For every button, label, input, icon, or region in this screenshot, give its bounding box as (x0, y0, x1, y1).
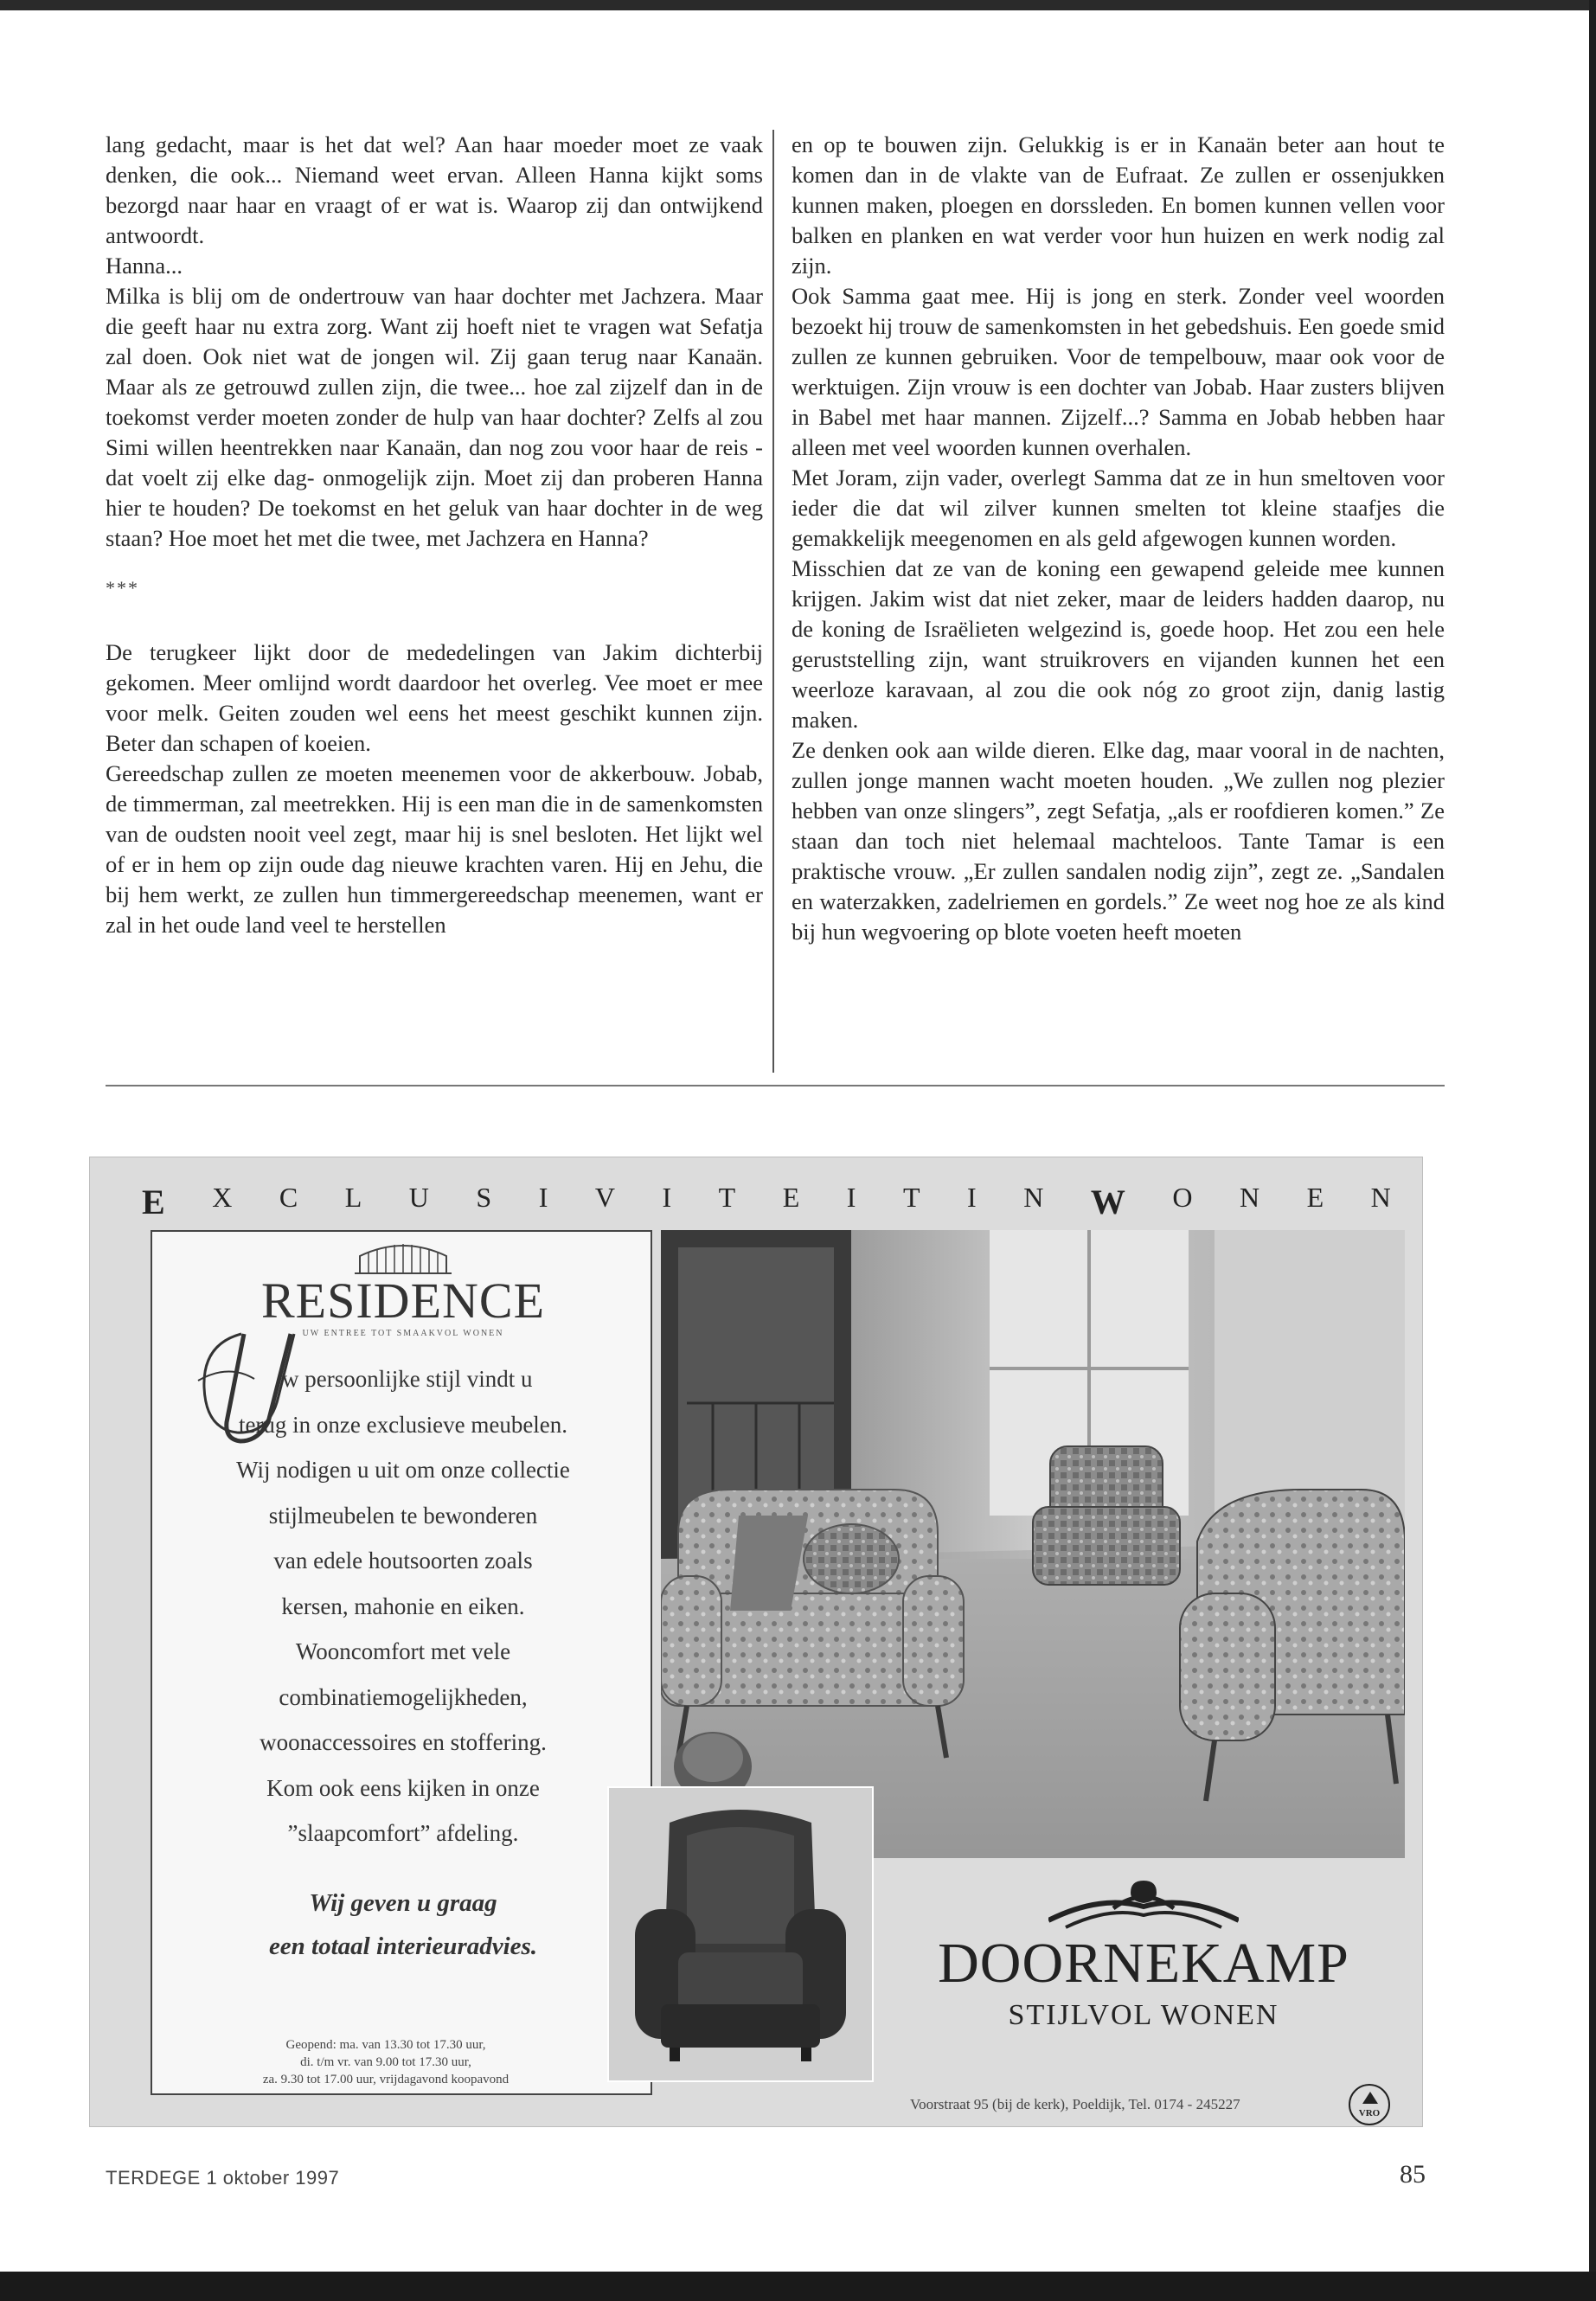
ad-headline (90, 1182, 1422, 1225)
living-room-photo (661, 1230, 1405, 1858)
page-top-border (0, 0, 1596, 10)
doornekamp-name: DOORNEKAMP (938, 1932, 1349, 1995)
headline-letter: E (1306, 1182, 1324, 1213)
headline-letter: N (1023, 1182, 1044, 1213)
paragraph: lang gedacht, maar is het dat wel? Aan haar moeder moet ze vaak denken, die ook... Niemand weet ervan. Alleen Hanna kijkt soms bezorgd naar haar en vraagt of er wat is. Waarop zij dan ontwijkend antwoordt. (106, 131, 763, 248)
publication-footer: TERDEGE 1 oktober 1997 (106, 2167, 340, 2189)
headline-letter: O (1172, 1182, 1193, 1213)
ad-body-line: w persoonlijke stijl vindt u (282, 1366, 533, 1392)
headline-letter: I (662, 1182, 672, 1213)
residence-tagline: UW ENTREE TOT SMAAKVOL WONEN (302, 1329, 504, 1338)
column-divider (772, 130, 774, 1073)
headline-letter: T (902, 1182, 920, 1213)
headline-letter: I (967, 1182, 977, 1213)
leather-chair-image (609, 1788, 872, 2080)
paragraph: Gereedschap zullen ze moeten meenemen voor de akkerbouw. Jobab, de timmerman, zal meetrekken. Hij is een man die in de samenkomsten van de oudsten nooit veel zegt, maar hij is snel besloten. Het lijkt wel of er in hem op zijn oude dag nieuwe krachten varen. Hij en Jehu, die bij hem werkt, ze zullen hun timmergereedschap meenemen, want er zal in het oude land veel te herstellen (106, 760, 763, 938)
headline-letter: L (344, 1182, 362, 1213)
ad-body-line: Kom ook eens kijken in onze (266, 1775, 540, 1801)
headline-letter: C (279, 1182, 298, 1213)
paragraph: Ze denken ook aan wilde dieren. Elke dag, maar vooral in de nachten, zullen jonge mannen wacht moeten houden. „We zullen nog plezier hebben van onze slingers”, zegt Sefatja, „als er roofdieren komen.” Ze staan dan toch niet helemaal machteloos. Tante Tamar is een praktische vrouw. „Er zullen sandalen nodig zijn”, zegt ze. „Sandalen en waterzakken, zadelriemen en gordels.” Ze weet nog hoe ze als kind bij hun wegvoering op blote voeten heeft moeten (792, 737, 1445, 945)
doornekamp-subtitle: STIJLVOL WONEN (1008, 1999, 1279, 2031)
advertisement (89, 1157, 1423, 2127)
headline-letter: I (846, 1182, 856, 1213)
headline-letter: S (476, 1182, 492, 1213)
crown-icon (1048, 1877, 1239, 1929)
doornekamp-logo (901, 1877, 1386, 2032)
page-right-border (1589, 0, 1596, 2301)
page-number: 85 (1400, 2160, 1426, 2189)
paragraph: Hanna... (106, 253, 183, 279)
ad-body-line: woonaccessoires en stoffering. (260, 1729, 547, 1755)
article-right-column (792, 130, 1445, 947)
ad-emphasis-line: een totaal interieuradvies. (268, 1932, 538, 1960)
paragraph: en op te bouwen zijn. Gelukkig is er in Kanaän beter aan hout te komen dan in de vlakte van de Eufraat. Ze zullen er ossenjukken kunnen maken, ploegen en dorssleden. En bomen kunnen vellen voor balken en planken en wat verder voor hun huizen en werk nodig zal zijn. (792, 131, 1445, 279)
living-room-image (661, 1230, 1405, 1858)
article-left-column (106, 130, 763, 940)
headline-letter: I (538, 1182, 548, 1213)
headline-letter: N (1239, 1182, 1260, 1213)
ad-body-line: ”slaapcomfort” afdeling. (287, 1820, 519, 1846)
vro-badge: VRO (1349, 2084, 1390, 2125)
ad-body-line: van edele houtsoorten zoals (273, 1548, 533, 1574)
section-separator: *** (106, 577, 139, 599)
headline-letter: W (1090, 1183, 1125, 1221)
ad-body-line: terug in onze exclusieve meubelen. (238, 1412, 568, 1438)
paragraph: Met Joram, zijn vader, overlegt Samma dat ze in hun smeltoven voor ieder die dat wil zilver kunnen smelten tot kleine staafjes die gemakkelijk meegenomen en als geld afgewogen kunnen worden. (792, 465, 1445, 551)
hours-line: Geopend: ma. van 13.30 tot 17.30 uur, (285, 2038, 486, 2052)
headline-letter: E (782, 1182, 800, 1213)
doornekamp-address: Voorstraat 95 (bij de kerk), Poeldijk, Tel. 0174 - 245227 (910, 2096, 1240, 2112)
paragraph: Misschien dat ze van de koning een gewapend geleide mee kunnen krijgen. Jakim wist dat niet zeker, maar de leiders hadden daarop, nu de koning de Israëlieten welgezind is, goede hoop. Het zou een hele geruststelling zijn, want struikrovers en vijanden kunnen het een weerloze karavaan, al zou die ook nóg zo groot zijn, danig lastig maken. (792, 555, 1445, 733)
paragraph: De terugkeer lijkt door de mededelingen van Jakim dichterbij gekomen. Meer omlijnd wordt daardoor het overleg. Vee moet er mee voor melk. Geiten zouden wel eens het meest geschikt kunnen zijn. Beter dan schapen of koeien. (106, 639, 763, 756)
hours-line: di. t/m vr. van 9.00 tot 17.30 uur, (300, 2055, 471, 2069)
headline-letter: T (718, 1182, 736, 1213)
leather-chair-photo (607, 1786, 874, 2082)
ad-body-line: stijlmeubelen te bewonderen (268, 1503, 538, 1529)
page-bottom-border (0, 2272, 1596, 2301)
hours-line: za. 9.30 tot 17.00 uur, vrijdagavond koopavond (262, 2073, 510, 2086)
residence-name: RESIDENCE (261, 1272, 545, 1329)
headline-letter: X (212, 1182, 233, 1213)
ad-body-line: combinatiemogelijkheden, (279, 1684, 528, 1710)
headline-letter: V (594, 1182, 615, 1213)
headline-letter: U (408, 1182, 429, 1213)
ad-body-line: Wij nodigen u uit om onze collectie (236, 1457, 570, 1483)
ad-body-line: kersen, mahonie en eiken. (281, 1593, 525, 1619)
ad-text-panel (151, 1230, 652, 2095)
residence-logo (230, 1240, 576, 1336)
headline-letter: E (142, 1183, 165, 1221)
ad-emphasis-line: Wij geven u graag (309, 1889, 497, 1917)
paragraph: Ook Samma gaat mee. Hij is jong en sterk. Zonder veel woorden bezoekt hij trouw de samenkomsten in het gebedshuis. Een goede smid zullen ze kunnen gebruiken. Voor de tempelbouw, maar ook voor de werktuigen. Zijn vrouw is een dochter van Jobab. Haar zusters blijven in Babel met haar mannen. Zijzelf...? Samma en Jobab hebben haar alleen met veel woorden kunnen overhalen. (792, 283, 1445, 460)
opening-hours (204, 2036, 567, 2088)
article-bottom-rule (106, 1085, 1445, 1086)
headline-letter: N (1370, 1182, 1391, 1213)
ad-body-line: Wooncomfort met vele (295, 1638, 511, 1664)
paragraph: Milka is blij om de ondertrouw van haar dochter met Jachzera. Maar die geeft haar nu extra zorg. Want zij hoeft niet te vragen wat Sefatja zal doen. Ook niet wat de jongen wil. Zij gaan terug naar Kanaän. Maar als ze getrouwd zullen zijn, die twee... hoe zal zijzelf dan in de toekomst verder moeten zonder de hulp van haar dochter? Zelfs al zou Simi willen heentrekken naar Kanaän, dan nog zou voor haar de reis -dat voelt zij elke dag- onmogelijk zijn. Moet zij dan proberen Hanna hier te houden? De toekomst en het geluk van haar dochter in de weg staan? Hoe moet het met die twee, met Jachzera en Hanna? (106, 283, 763, 551)
gate-icon (351, 1240, 455, 1275)
